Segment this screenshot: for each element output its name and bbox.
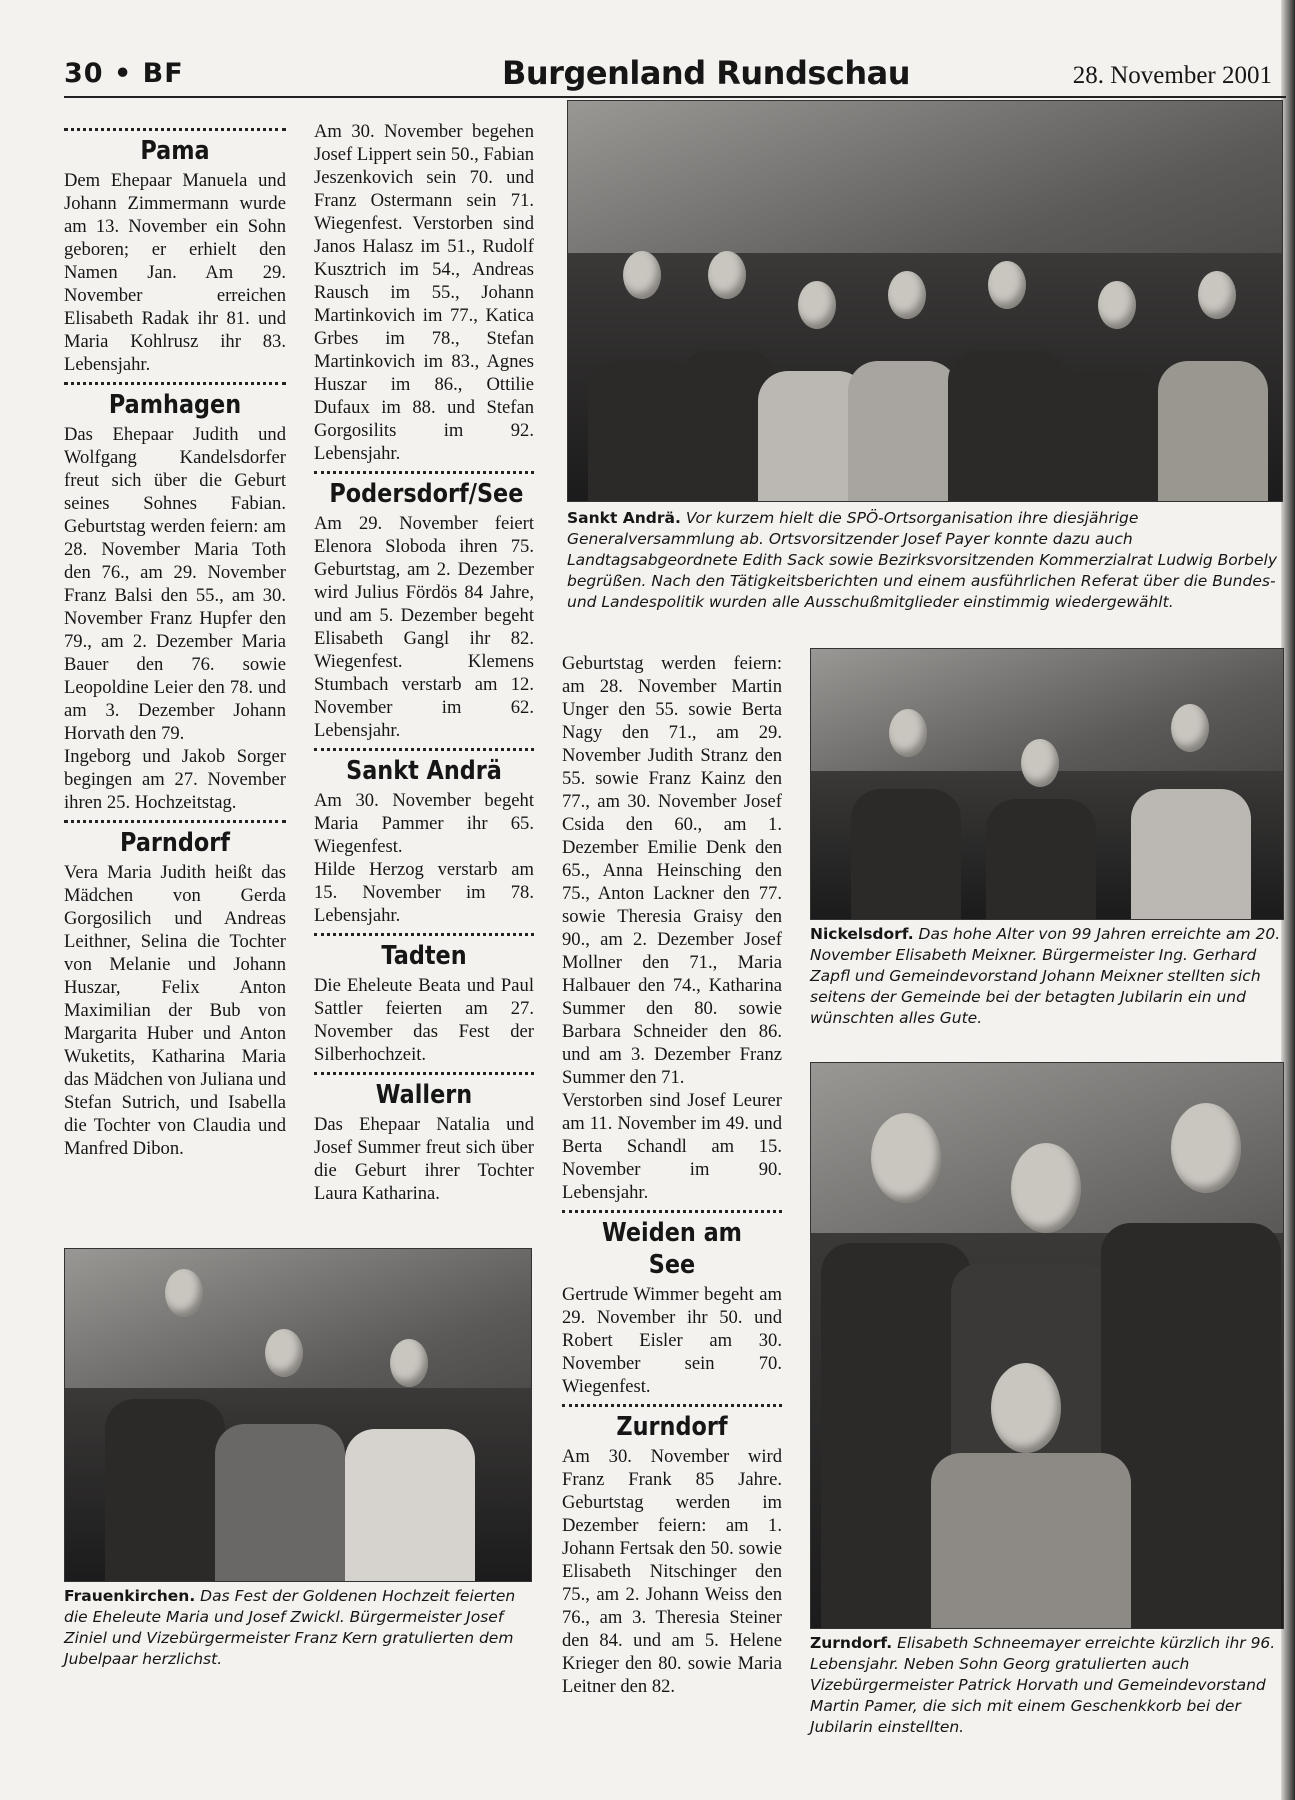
section-text-pamhagen: Das Ehepaar Judith und Wolfgang Kandelsdorfer freut sich über die Geburt seines Sohnes Fabian. Geburtstag werden feiern: am 28. November Maria Toth den 76., am 29. November Franz Balsi den 55., am 30. November Franz Hupfer den 79., am 2. Dezember Maria Bauer den 76. sowie Leopoldine Leier den 78. und am 3. Dezember Johann Horvath den 79. — [64, 424, 286, 744]
section-title-zurndorf: Zurndorf — [616, 1412, 728, 1442]
divider — [314, 748, 534, 751]
divider — [314, 933, 534, 936]
section-text-tadten: Die Eheleute Beata und Paul Sattler feierten am 27. November das Fest der Silberhochzeit. — [314, 975, 534, 1065]
section-text-wallern: Das Ehepaar Natalia und Josef Summer freut sich über die Geburt ihrer Tochter Laura Katharina. — [314, 1114, 534, 1204]
section-title-pama: Pama — [140, 136, 210, 166]
section-title-pamhagen: Pamhagen — [108, 390, 242, 420]
caption-place: Nickelsdorf. — [810, 925, 914, 943]
caption-nickelsdorf: Nickelsdorf. Das hohe Alter von 99 Jahren erreichte am 20. November Elisabeth Meixner. Bürgermeister Ing. Gerhard Zapfl und Gemeindevorstand Johann Meixner stellten sich seitens der Gemeinde bei der betagten Jubilarin ein und wünschten alles Gute. — [810, 925, 1281, 1027]
page-header — [64, 54, 1286, 94]
section-text-nickelsdorf: Geburtstag werden feiern: am 28. November Martin Unger den 55. sowie Berta Nagy den 71., am 29. November Judith Stranz den 55. sowie Franz Kainz den 77., am 30. November Josef Csida den 60., am 1. Dezember Emilie Denk den 65., Anna Heinsching den 75., Anton Lackner den 77. sowie Theresia Graisy den 90., am 2. Dezember Josef Mollner den 71., Maria Halbauer den 74., Katharina Summer den 80. sowie Barbara Schneider den 86. und am 3. Dezember Franz Summer den 71. — [562, 653, 782, 1088]
column-3 — [562, 652, 782, 1698]
section-text-weiden: Gertrude Wimmer begeht am 29. November ihr 50. und Robert Eisler am 30. November sein 70. Wiegenfest. — [562, 1284, 782, 1397]
frauenkirchen-photo — [64, 1248, 532, 1582]
section-title-parndorf: Parndorf — [120, 828, 230, 858]
section-text-pama: Dem Ehepaar Manuela und Johann Zimmermann wurde am 13. November ein Sohn geboren; er erhielt den Namen Jan. Am 29. November erreichen Elisabeth Radak ihr 81. und Maria Kohlrusz ihr 83. Lebensjahr. — [64, 170, 286, 375]
divider — [562, 1210, 782, 1213]
caption-frauenkirchen: Frauenkirchen. Das Fest der Goldenen Hochzeit feierten die Eheleute Maria und Josef Zwickl. Bürgermeister Josef Ziniel und Vizebürgermeister Franz Kern gratulierten dem Jubelpaar herzlichst. — [64, 1587, 516, 1668]
page-number: 30 • BF — [64, 58, 184, 89]
section-text-pamhagen-2: Ingeborg und Jakob Sorger begingen am 27. November ihren 25. Hochzeitstag. — [64, 746, 286, 813]
section-text-parndorf-cont: Am 30. November begehen Josef Lippert sein 50., Fabian Jeszenkovich sein 70. und Franz Ostermann sein 71. Wiegenfest. Verstorben sind Janos Halasz im 51., Rudolf Kusztrich im 54., Andreas Rausch im 55., Johann Martinkovich im 77., Katica Grbes im 78., Stefan Martinkovich im 83., Agnes Huszar im 86., Ottilie Dufaux im 88. und Stefan Gorgosilits im 92. Lebensjahr. — [314, 121, 534, 464]
divider — [314, 1072, 534, 1075]
caption-place: Sankt Andrä. — [567, 509, 681, 527]
section-text-sankt-andrae-2: Hilde Herzog verstarb am 15. November im 78. Lebensjahr. — [314, 859, 534, 926]
group-photo — [567, 100, 1283, 502]
section-title-sankt-andrae: Sankt Andrä — [346, 756, 502, 786]
section-text-nickelsdorf-2: Verstorben sind Josef Leurer am 11. November im 49. und Berta Schandl am 15. November im 90. Lebensjahr. — [562, 1090, 782, 1203]
divider — [64, 382, 286, 385]
divider — [64, 820, 286, 823]
column-2 — [314, 120, 534, 1205]
column-1 — [64, 122, 286, 1160]
section-title-podersdorf: Podersdorf/See — [329, 479, 524, 509]
section-text-zurndorf: Am 30. November wird Franz Frank 85 Jahre. Geburtstag werden im Dezember feiern: am 1. Johann Fertsak den 50. sowie Elisabeth Nitschinger den 75., am 2. Johann Weiss den 76., am 3. Theresia Steiner den 84. und am 5. Helene Krieger den 80. sowie Maria Leitner den 82. — [562, 1446, 782, 1697]
divider — [64, 128, 286, 131]
caption-place: Frauenkirchen. — [64, 1587, 196, 1605]
section-title-tadten: Tadten — [381, 941, 467, 971]
caption-zurndorf: Zurndorf. Elisabeth Schneemayer erreichte kürzlich ihr 96. Lebensjahr. Neben Sohn Georg gratulierten auch Vizebürgermeister Patrick Horvath und Gemeindevorstand Martin Pamer, die sich mit einem Geschenkkorb bei der Jubilarin einstellten. — [810, 1634, 1276, 1736]
divider — [314, 471, 534, 474]
section-text-parndorf: Vera Maria Judith heißt das Mädchen von Gerda Gorgosilich und Andreas Leithner, Selina die Tochter von Melanie und Johann Huszar, Felix Anton Maximilian der Bub von Margarita Huber und Anton Wuketits, Katharina Maria das Mädchen von Juliana und Stefan Sutrich, und Isabella die Tochter von Claudia und Manfred Dibon. — [64, 862, 286, 1159]
zurndorf-photo — [810, 1062, 1284, 1629]
section-title-wallern: Wallern — [375, 1080, 473, 1110]
header-rule — [64, 96, 1286, 98]
caption-sankt-andrae: Sankt Andrä. Vor kurzem hielt die SPÖ-Ortsorganisation ihre diesjährige Generalversammlung ab. Ortsvorsitzender Josef Payer konnte dazu auch Landtagsabgeordnete Edith Sack sowie Bezirksvorsitzenden Kommerzialrat Ludwig Borbely begrüßen. Nach den Tätigkeitsberichten und einem ausführlichen Referat über die Bundes- und Landespolitik wurden alle Ausschußmitglieder einstimmig wiedergewählt. — [567, 509, 1277, 611]
nickelsdorf-photo — [810, 648, 1284, 920]
section-text-podersdorf: Am 29. November feiert Elenora Sloboda ihren 75. Geburtstag, am 2. Dezember wird Julius Fördös 84 Jahre, und am 5. Dezember begeht Elisabeth Gangl ihr 82. Wiegenfest. Klemens Stumbach verstarb am 12. November im 62. Lebensjahr. — [314, 513, 534, 741]
divider — [562, 1404, 782, 1407]
section-text-sankt-andrae: Am 30. November begeht Maria Pammer ihr 65. Wiegenfest. — [314, 790, 534, 857]
masthead: Burgenland Rundschau — [502, 54, 911, 92]
caption-place: Zurndorf. — [810, 1634, 893, 1652]
section-title-weiden: Weiden am See — [602, 1218, 742, 1280]
issue-date: 28. November 2001 — [1072, 62, 1272, 89]
